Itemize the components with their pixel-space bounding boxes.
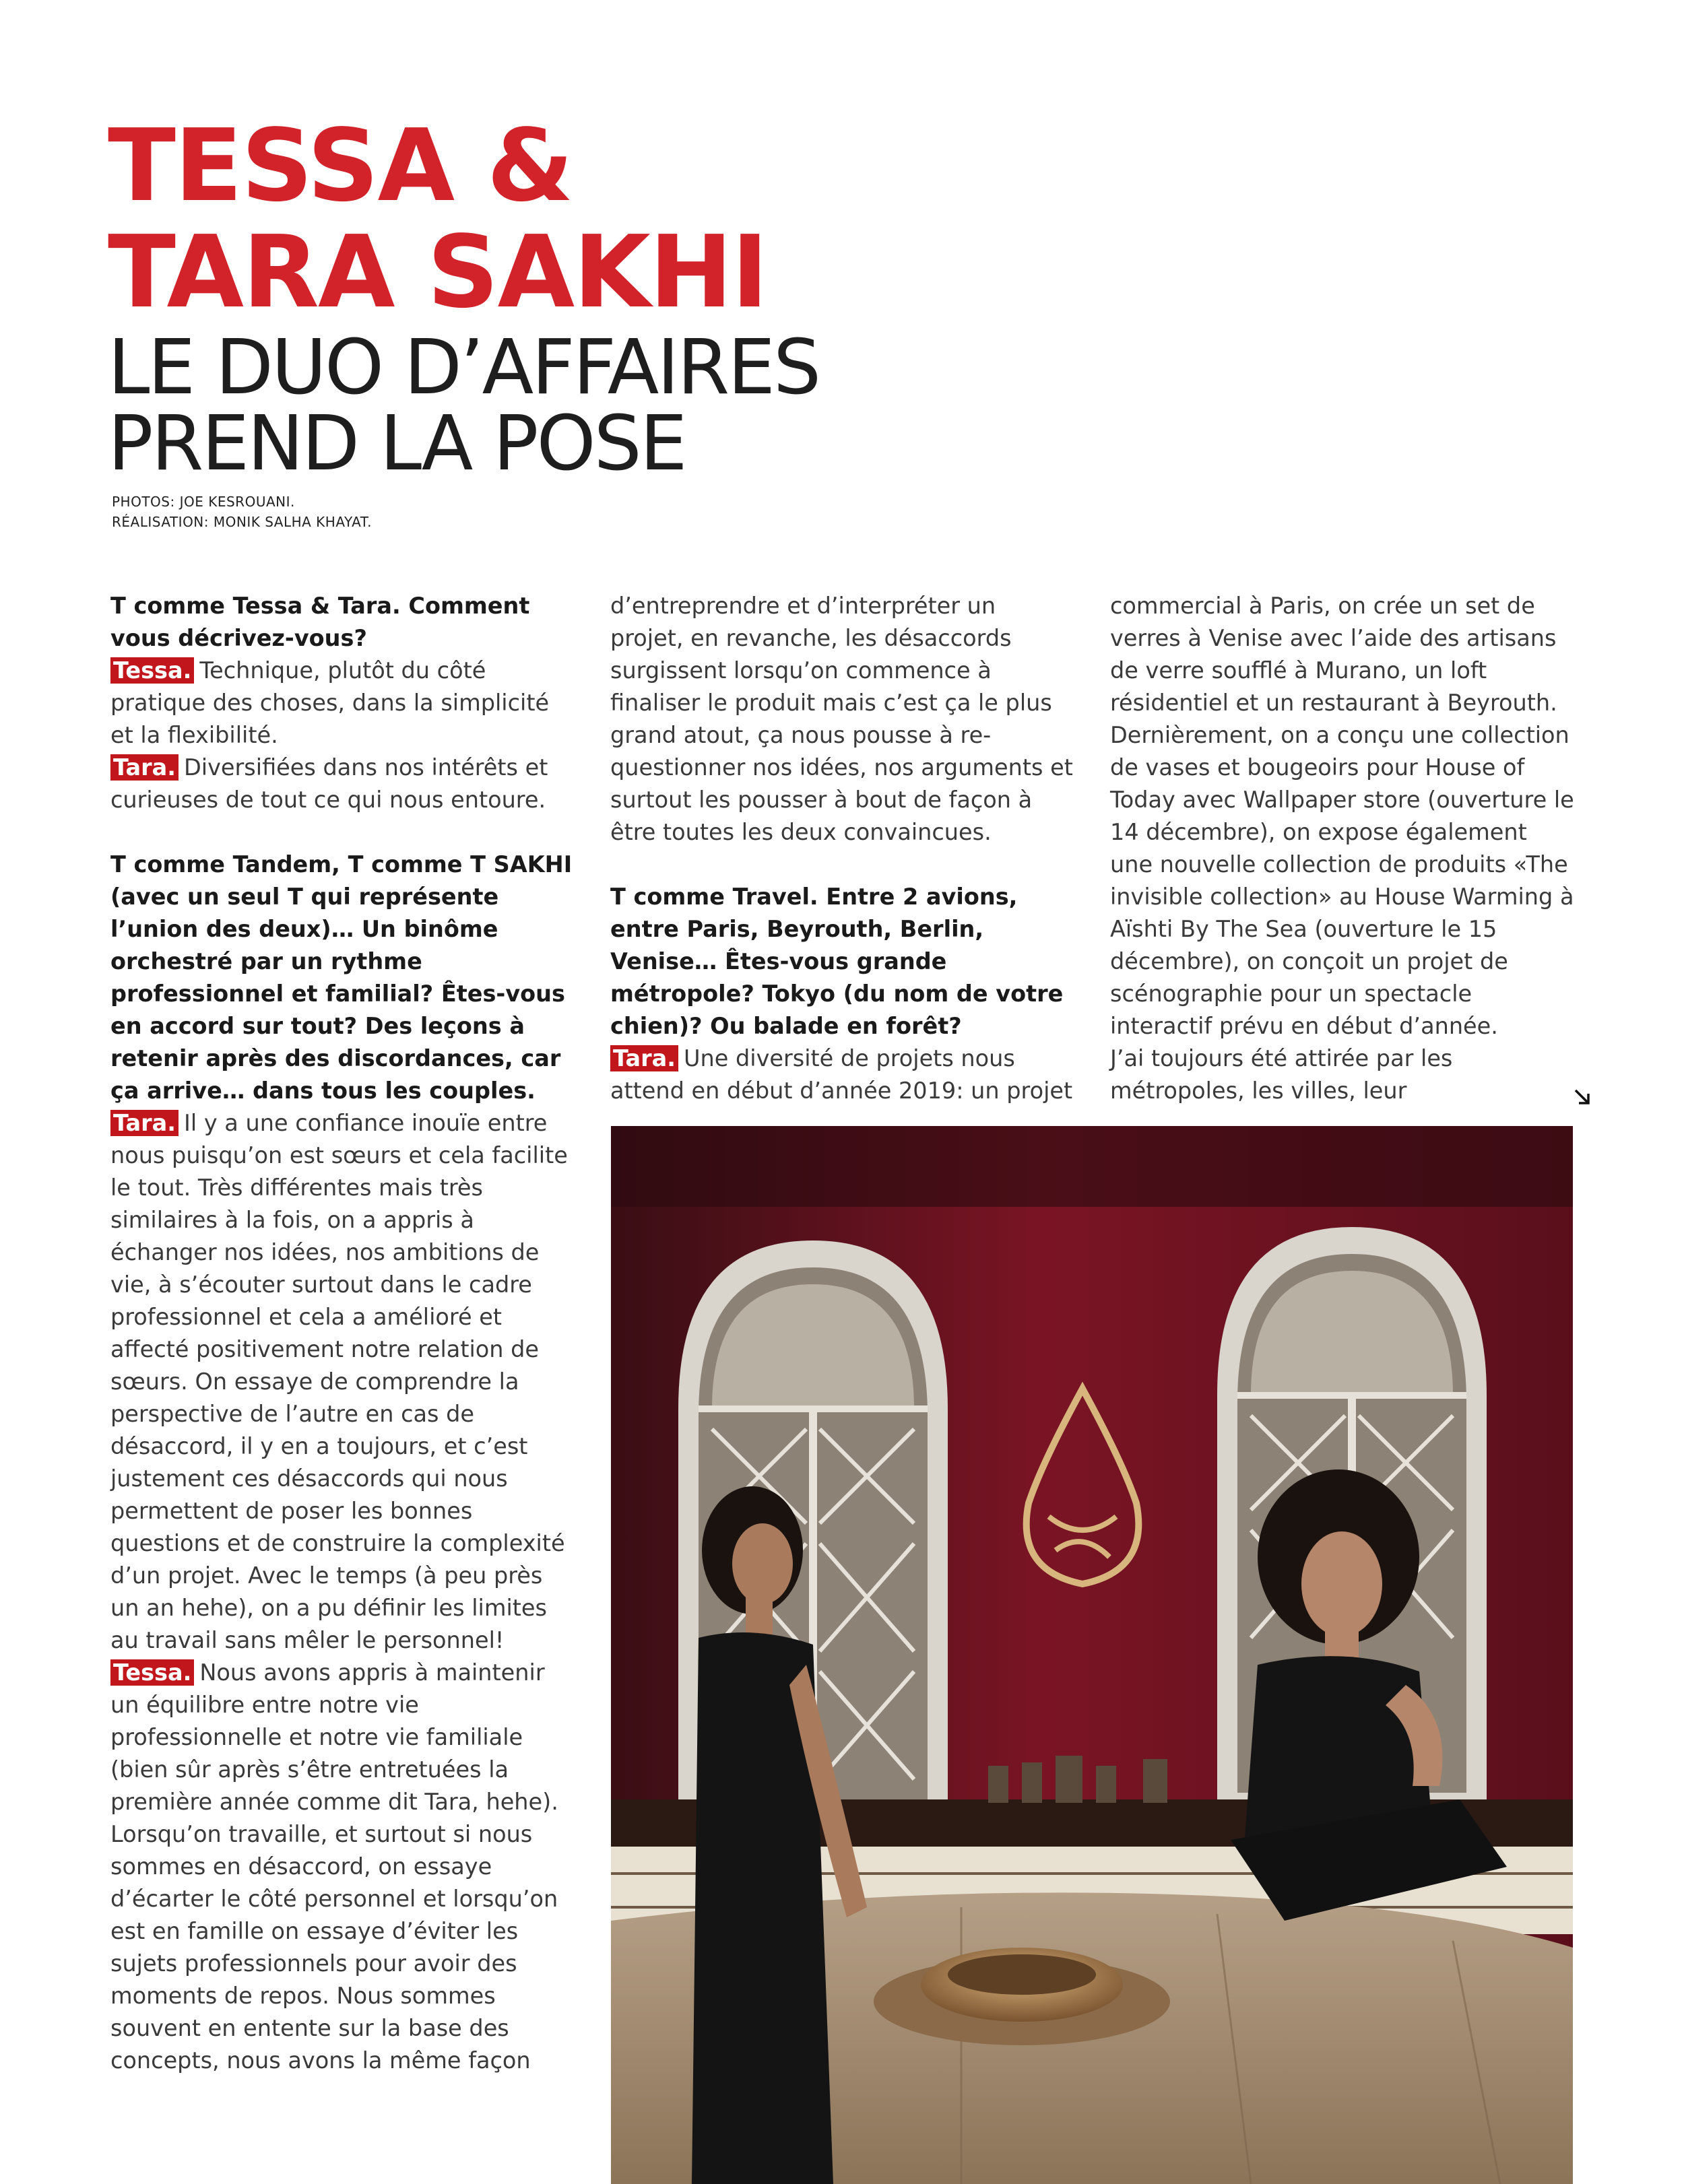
photo-credit: PHOTOS: JOE KESROUANI. [112, 494, 295, 510]
realisation-credit: RÉALISATION: MONIK SALHA KHAYAT. [112, 514, 372, 530]
title-line-2: TARA SAKHI [108, 214, 767, 330]
article-column-1 [110, 590, 575, 2077]
answer-text: Nous avons appris à maintenir un équilibre entre notre vie professionnelle et notre vie familiale (bien sûr après s’être entretuées la première année comme dit Tara, hehe). Lorsqu’on travaille, et surtout si nous sommes en désaccord, on essaye d’écarter le côté personnel et lorsqu’on est en famille on essaye d’éviter les sujets professionnels pour avoir des moments de repos. Nous sommes souvent en entente sur la base des concepts, nous avons la même façon [110, 1659, 558, 2074]
answer-text: Diversifiées dans nos intérêts et curieuses de tout ce qui nous entoure. [110, 754, 548, 813]
answer-3 [110, 1107, 575, 1657]
column-3-text: commercial à Paris, on crée un set de verres à Venise avec l’aide des artisans de verre soufflé à Murano, un loft résidentiel et un restaurant à Beyrouth. Dernièrement, on a conçu une collection de vases et bougeoirs pour House of Today avec Wallpaper store (ouverture le 14 décembre), on expose également une nouvelle collection de produits «The invisible collection» au House Warming à Aïshti By The Sea (ouverture le 15 décembre), on conçoit un projet de scénographie pour un spectacle interactif prévu en début d’année. [1110, 593, 1574, 1039]
answer-text: Une diversité de projets nous attend en début d’année 2019: un projet [610, 1045, 1073, 1104]
speaker-badge: Tara. [610, 1045, 678, 1071]
article-column-3 [1110, 590, 1575, 1107]
portrait-photo [611, 1126, 1573, 2184]
arrow-down-right-icon [1572, 1087, 1592, 1107]
question-2: T comme Tandem, T comme T SAKHI (avec un seul T qui représente l’union des deux)… Un binôme orchestré par un rythme professionnel et familial? Êtes-vous en accord sur tout? Des leçons à retenir après des discordances, car ça arrive… dans tous les couples. [110, 851, 573, 1104]
title-line-1: TESSA & [108, 108, 573, 224]
subtitle-line-2: PREND LA POSE [108, 400, 686, 488]
article-column-2 [610, 590, 1075, 1107]
question-3: T comme Travel. Entre 2 avions, entre Paris, Beyrouth, Berlin, Venise… Êtes-vous grande métropole? Tokyo (du nom de votre chien)? Ou balade en forêt? [610, 884, 1064, 1039]
column-2-text: d’entreprendre et d’interpréter un projet, en revanche, les désaccords surgissent lorsqu’on commence à finaliser le produit mais c’est ça le plus grand atout, ça nous pousse à re-questionner nos idées, nos arguments et surtout les pousser à bout de façon à être toutes les deux convaincues. [610, 593, 1073, 845]
answer-4 [110, 1657, 575, 2077]
subtitle-line-1: LE DUO D’AFFAIRES [108, 324, 820, 411]
answer-1 [110, 655, 575, 752]
speaker-badge: Tessa. [110, 657, 194, 684]
answer-text: Technique, plutôt du côté pratique des choses, dans la simplicité et la flexibilité. [110, 657, 550, 748]
answer-text: Il y a une confiance inouïe entre nous puisqu’on est sœurs et cela facilite le tout. Très différentes mais très similaires à la fois, on a appris à échanger nos idées, nos ambitions de vie, à s’écouter surtout dans le cadre professionnel et cela a amélioré et affecté positivement notre relation de sœurs. On essaye de comprendre la perspective de l’autre en cas de désaccord, il y en a toujours, et c’est justement ces désaccords qui nous permettent de poser les bonnes questions et de construire la complexité d’un projet. Avec le temps (à peu près un an hehe), on a pu définir les limites au travail sans mêler le personnel! [110, 1110, 568, 1653]
question-1: T comme Tessa & Tara. Comment vous décrivez-vous? [110, 593, 530, 651]
answer-2 [110, 752, 575, 816]
column-3-text-2: J’ai toujours été attirée par les métropoles, les villes, leur [1110, 1045, 1453, 1104]
answer-5 [610, 1043, 1075, 1107]
speaker-badge: Tara. [110, 754, 179, 781]
speaker-badge: Tessa. [110, 1659, 194, 1686]
speaker-badge: Tara. [110, 1110, 179, 1136]
